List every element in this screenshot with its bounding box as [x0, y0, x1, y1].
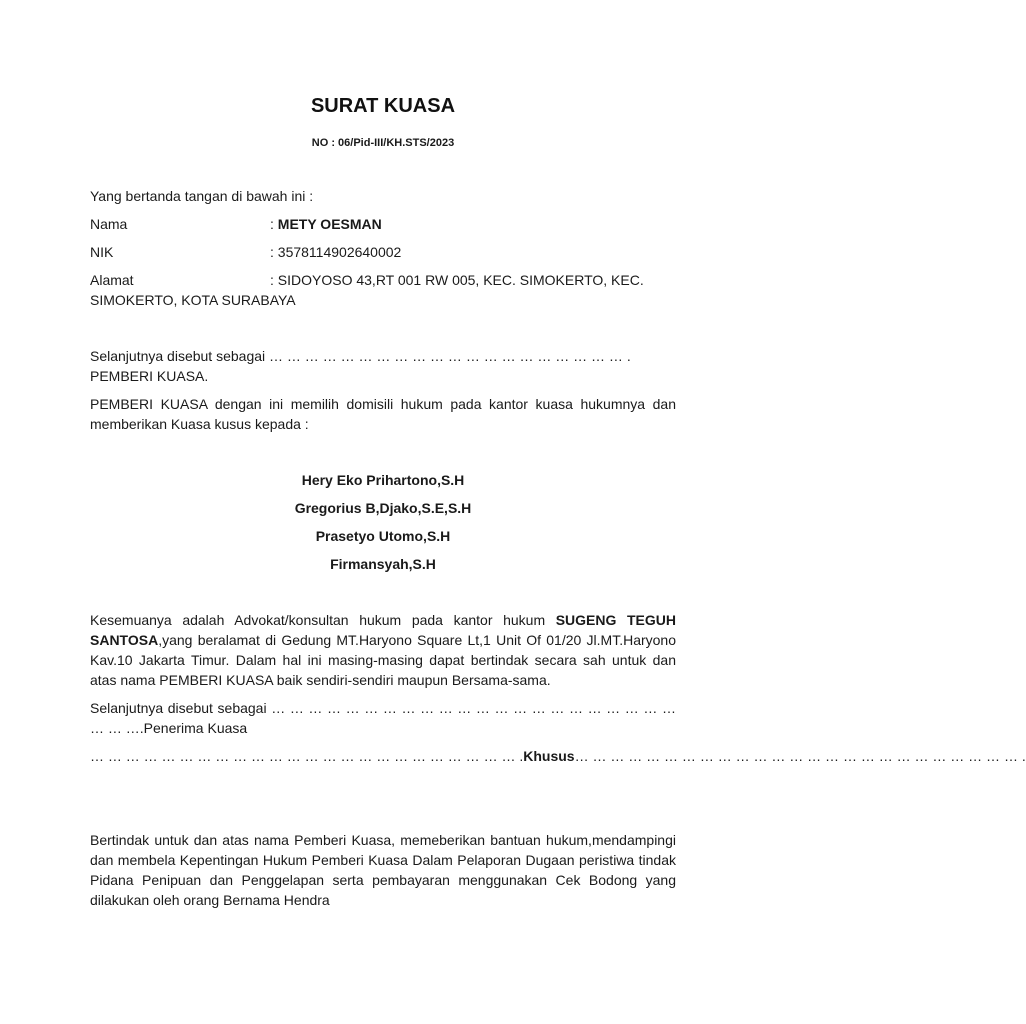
grantor-designation — [90, 346, 676, 386]
grantor-designation-dots: … … … … … … … … … … … … … … … … … … … … . — [269, 348, 631, 364]
special-dots-left: … … … … … … … … … … … … … … … … … … … … … … … … . — [90, 748, 524, 764]
name-value-wrap — [270, 214, 676, 234]
document-body — [90, 92, 1026, 910]
action-paragraph: Bertindak untuk dan atas nama Pemberi Kuasa, memeberikan bantuan hukum,mendampingi dan membela Kepentingan Hukum Pemberi Kuasa Dalam Pelaporan Dugaan peristiwa tindak Pidana Penipuan dan Penggelapan serta pembayaran menggunakan Cek Bodong yang dilakukan oleh orang Bernama Hendra — [90, 832, 676, 908]
grantor-name-row — [90, 214, 676, 234]
name-separator: : — [270, 216, 278, 232]
nik-value: 3578114902640002 — [277, 244, 402, 260]
special-line — [90, 746, 1026, 766]
recipient-designation-dots: … … … … … … … … … … … … … … … … … … … … … … … … … — [90, 700, 677, 736]
document-number: NO : 06/Pid-III/KH.STS/2023 — [311, 137, 455, 149]
nik-separator: : — [270, 244, 278, 260]
address-value: : SIDOYOSO 43,RT 001 RW 005, KEC. SIMOKERTO, KEC. — [270, 272, 644, 288]
lawyer-name: Hery Eko Prihartono,S.H — [301, 472, 465, 488]
special-dots-right: … … … … … … … … … … … … … … … … … … … … … … … … … . — [574, 748, 1026, 764]
advocate-paragraph — [90, 610, 676, 690]
grantor-designation-prefix: Selanjutnya disebut sebagai — [90, 348, 266, 364]
lawyer-list — [90, 470, 676, 574]
advocate-text-part2: ,yang beralamat di Gedung MT.Haryono Square Lt,1 Unit Of 01/20 Jl.MT.Haryono Kav.10 Jakarta Timur. Dalam hal ini masing-masing dapat bertindak secara sah untuk dan atas nama PEMBERI KUASA baik sendiri-sendiri maupun Bersama-sama. — [90, 632, 676, 688]
document-title: SURAT KUASA — [310, 95, 456, 117]
address-continuation: SIMOKERTO, KOTA SURABAYA — [90, 292, 296, 308]
recipient-designation — [90, 698, 676, 738]
name-label: Nama — [90, 216, 128, 232]
grantor-nik-row — [90, 242, 676, 262]
address-label: Alamat — [90, 272, 134, 288]
domicile-paragraph: PEMBERI KUASA dengan ini memilih domisili hukum pada kantor kuasa hukumnya dan memberikan Kuasa kusus kepada : — [90, 396, 676, 432]
grantor-address-row — [90, 270, 676, 290]
lawyer-name: Prasetyo Utomo,S.H — [315, 528, 451, 544]
nik-label: NIK — [90, 244, 114, 260]
advocate-text-part1: Kesemuanya adalah Advokat/konsultan hukum pada kantor hukum — [90, 612, 556, 628]
name-value: METY OESMAN — [277, 216, 382, 232]
recipient-designation-prefix: Selanjutnya disebut sebagai — [90, 700, 267, 716]
law-firm-name: SUGENG TEGUH SANTOSA — [90, 612, 676, 648]
special-word: Khusus — [523, 748, 575, 764]
lawyer-name: Gregorius B,Djako,S.E,S.H — [294, 500, 472, 516]
recipient-designation-suffix: .Penerima Kuasa — [139, 720, 248, 736]
intro-text: Yang bertanda tangan di bawah ini : — [90, 188, 314, 204]
grantor-designation-suffix: PEMBERI KUASA. — [90, 368, 209, 384]
lawyer-name: Firmansyah,S.H — [330, 556, 436, 572]
nik-value-wrap — [270, 242, 676, 262]
